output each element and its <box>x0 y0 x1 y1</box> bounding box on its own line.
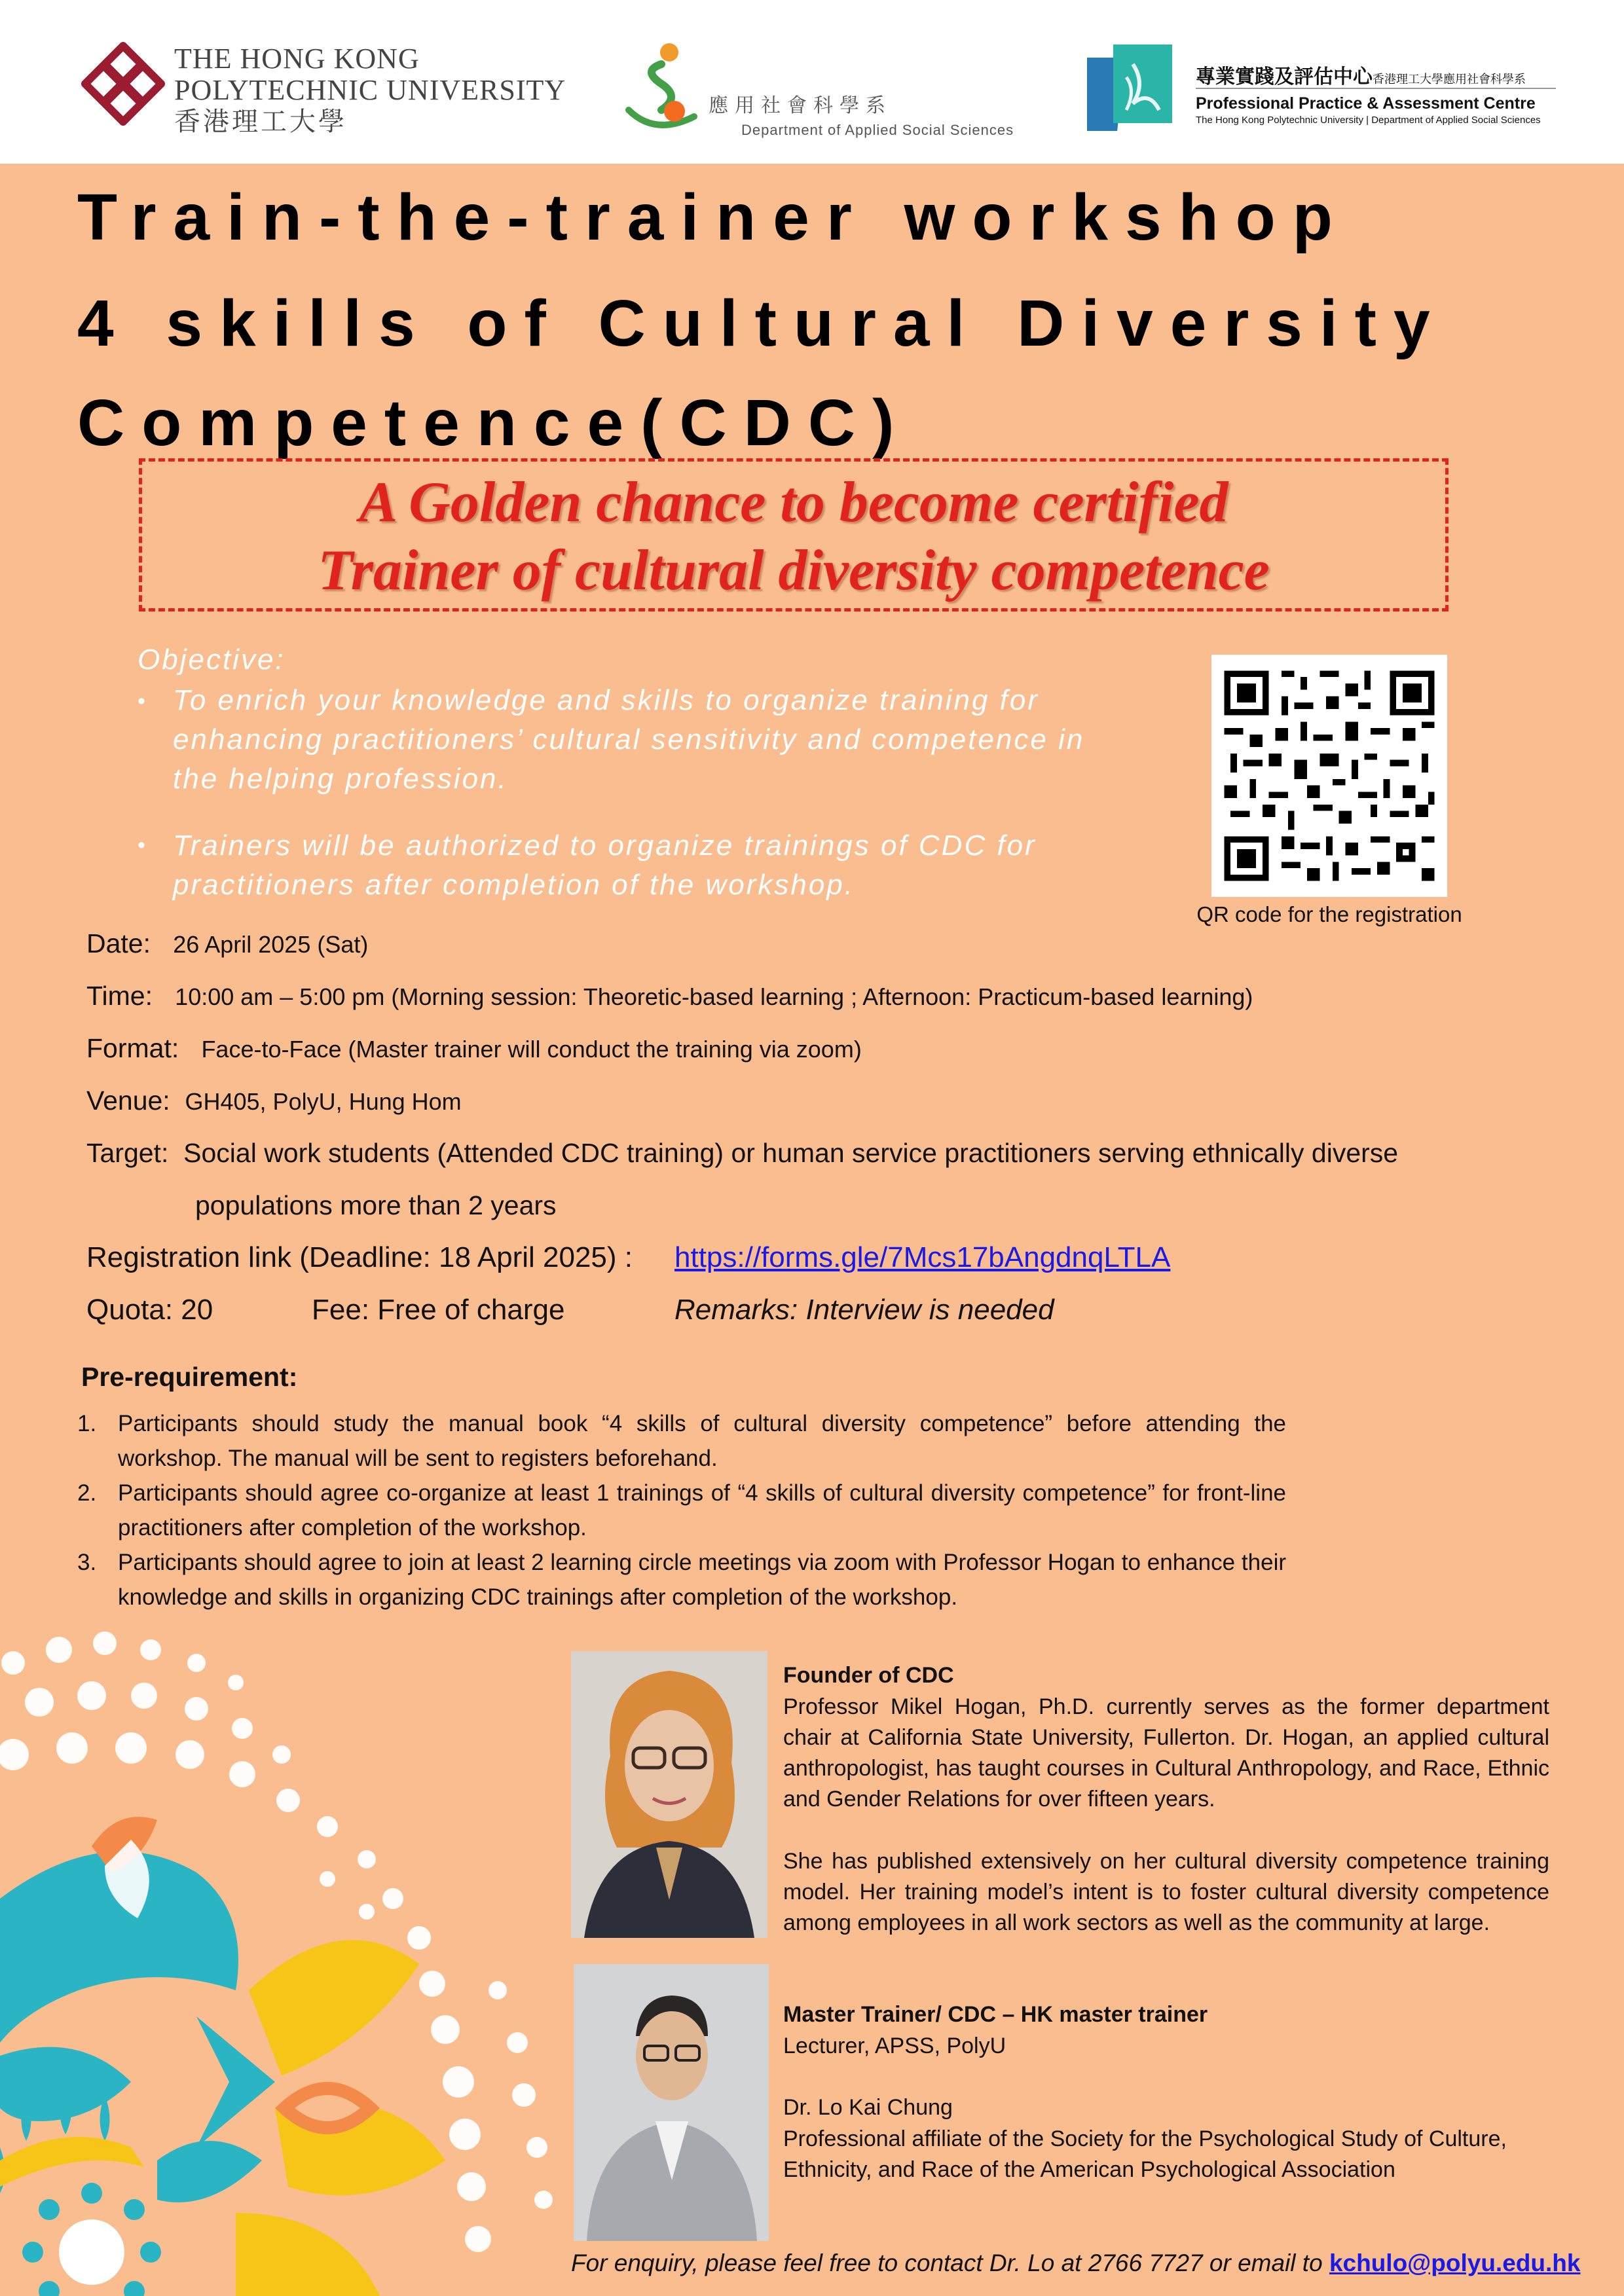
quota: Quota: 20 <box>86 1294 213 1326</box>
prerequirement-num-1: 1. <box>77 1411 97 1436</box>
prerequirement-item-1 <box>77 1406 1286 1476</box>
registration-link[interactable]: https://forms.gle/7Mcs17bAngdnqLTLA <box>674 1241 1171 1273</box>
prerequirement-item-2 <box>77 1476 1286 1545</box>
apss-chinese: 應用社會科學系 <box>709 95 892 117</box>
ppac-chinese-main: 專業實踐及評估中心 <box>1196 66 1373 88</box>
highlight-line1: A Golden chance to become certified <box>359 471 1228 534</box>
title-line3: Competence(CDC) <box>77 386 912 460</box>
enquiry-text: For enquiry, please feel free to contact Dr. Lo at 2766 7727 or email to <box>571 2250 1323 2276</box>
format-value: Face-to-Face (Master trainer will conduct the training via zoom) <box>201 1036 862 1063</box>
time-label: Time: <box>86 981 153 1011</box>
venue-row <box>86 1085 462 1116</box>
date-value: 26 April 2025 (Sat) <box>173 931 369 958</box>
master-heading-text: Master Trainer/ CDC – HK master trainer <box>783 2002 1208 2027</box>
prerequirement-heading: Pre-requirement: <box>81 1362 298 1392</box>
apss-wordmark <box>709 89 1014 139</box>
format-label: Format: <box>86 1033 179 1063</box>
objective-item-1-line2: enhancing practitioners’ cultural sensitivity and competence in <box>173 723 1085 756</box>
time-row <box>86 981 1253 1011</box>
target-value-2: populations more than 2 years <box>195 1190 557 1220</box>
target-value-1: Social work students (Attended CDC training) or human service practitioners serving ethnically diverse <box>183 1138 1399 1168</box>
objective-item-2-line2: practitioners after completion of the workshop. <box>173 869 855 901</box>
target-row <box>86 1138 1398 1169</box>
enquiry-line <box>571 2250 1599 2277</box>
ppac-wordmark <box>1196 60 1541 126</box>
date-row <box>86 928 368 959</box>
master-trainer-photo <box>574 1964 769 2241</box>
polyu-line1: THE HONG KONG <box>174 43 420 75</box>
master-affiliation: Professional affiliate of the Society for the Psychological Study of Culture, Ethnicity, and Race of the American Psychological Association <box>783 2126 1507 2182</box>
objective-item-1-line3: the helping profession. <box>173 763 508 795</box>
fee: Fee: Free of charge <box>312 1294 565 1326</box>
objective-item-2-line1: Trainers will be authorized to organize trainings of CDC for <box>173 829 1037 862</box>
format-row <box>86 1033 862 1064</box>
objective-item-1-line1: To enrich your knowledge and skills to organize training for <box>173 684 1040 716</box>
remarks: Remarks: Interview is needed <box>674 1294 1054 1326</box>
venue-label: Venue: <box>86 1085 170 1116</box>
polyu-wordmark <box>174 45 566 135</box>
ppac-divider <box>1196 88 1556 89</box>
founder-heading <box>783 1660 1549 1691</box>
target-label: Target: <box>86 1138 169 1168</box>
highlight-line2: Trainer of cultural diversity competence <box>318 539 1270 602</box>
qr-caption: QR code for the registration <box>1196 902 1462 926</box>
apss-english: Department of Applied Social Sciences <box>741 122 1014 138</box>
ppac-chinese-small: 香港理工大學應用社會科學系 <box>1373 73 1526 86</box>
master-heading <box>783 1999 1549 2030</box>
polyu-line3: 香港理工大學 <box>174 107 347 136</box>
ppac-sub: The Hong Kong Polytechnic University | Department of Applied Social Sciences <box>1196 115 1541 126</box>
registration-label: Registration link (Deadline: 18 April 2025) : <box>86 1241 633 1273</box>
master-name: Dr. Lo Kai Chung <box>783 2095 953 2120</box>
founder-heading-text: Founder of CDC <box>783 1663 954 1688</box>
polyu-logo-icon <box>80 41 166 127</box>
title-line1: Train-the-trainer workshop <box>77 181 1350 254</box>
objective-item-2 <box>173 826 1037 905</box>
objective-bullet-2: • <box>138 833 145 858</box>
ppac-logo-icon <box>1087 45 1176 131</box>
title-line2: 4 skills of Cultural Diversity <box>77 287 1447 360</box>
date-label: Date: <box>86 928 151 958</box>
time-value: 10:00 am – 5:00 pm (Morning session: Theoretic-based learning ; Afternoon: Practicum-based learning) <box>175 983 1253 1010</box>
polyu-line2: POLYTECHNIC UNIVERSITY <box>174 74 566 106</box>
prerequirement-text-3: Participants should agree to join at least 2 learning circle meetings via zoom with Professor Hogan to enhance their knowledge and skills in organizing CDC trainings after completion of the workshop. <box>118 1550 1286 1610</box>
founder-para2: She has published extensively on her cultural diversity competence training model. Her training model’s intent is to foster cultural diversity competence among employees in all work sectors as well as the community at large. <box>783 1849 1549 1935</box>
founder-para1: Professor Mikel Hogan, Ph.D. currently serves as the former department chair at California State University, Fullerton. Dr. Hogan, an applied cultural anthropologist, has taught courses in Cultural Anthropology, and Race, Ethnic and Gender Relations for over fifteen years. <box>783 1694 1549 1812</box>
objective-item-1 <box>173 681 1084 799</box>
prerequirement-item-3 <box>77 1545 1286 1614</box>
venue-value: GH405, PolyU, Hung Hom <box>185 1088 462 1115</box>
objective-bullet-1: • <box>138 689 145 714</box>
founder-photo <box>571 1651 767 1938</box>
prerequirement-text-1: Participants should study the manual book “4 skills of cultural diversity competence” before attending the workshop. The manual will be sent to registers beforehand. <box>118 1411 1286 1471</box>
objective-heading: Objective: <box>138 644 286 676</box>
mandala-decoration <box>0 1624 576 2296</box>
ppac-english: Professional Practice & Assessment Centre <box>1196 94 1536 113</box>
prerequirement-num-2: 2. <box>77 1480 97 1506</box>
qr-code[interactable] <box>1211 655 1447 897</box>
prerequirement-text-2: Participants should agree co-organize at least 1 trainings of “4 skills of cultural diversity competence” for front-line practitioners after completion of the workshop. <box>118 1480 1286 1540</box>
apss-logo-icon <box>622 38 707 136</box>
ppac-chinese <box>1196 60 1541 89</box>
enquiry-email-link[interactable]: kchulo@polyu.edu.hk <box>1329 2250 1581 2276</box>
master-role: Lecturer, APSS, PolyU <box>783 2033 1006 2058</box>
prerequirement-num-3: 3. <box>77 1550 97 1575</box>
